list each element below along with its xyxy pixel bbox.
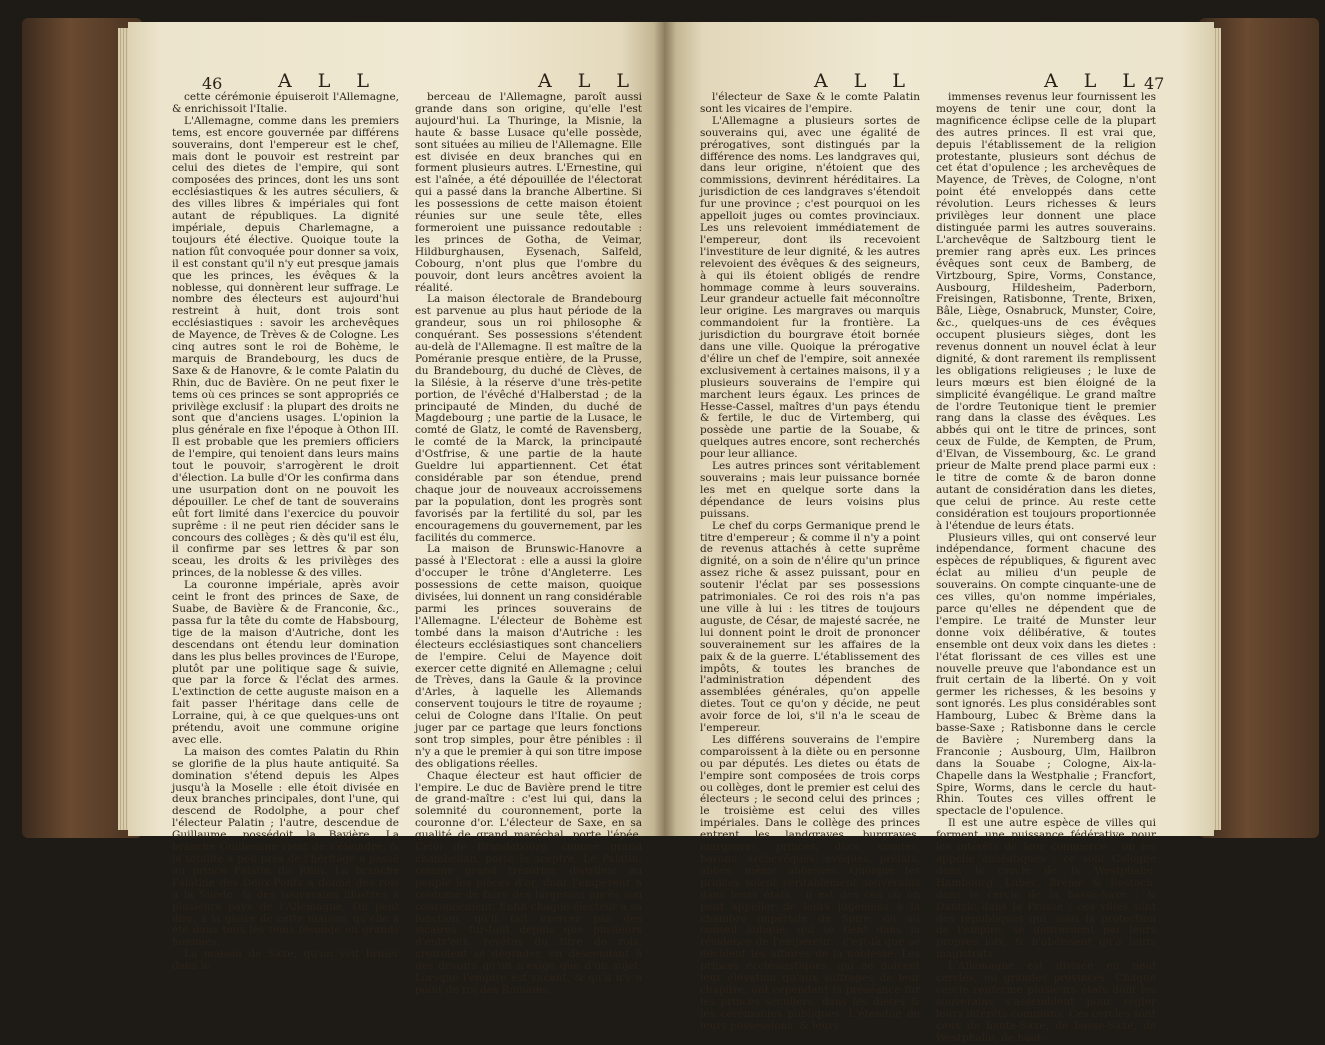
text-columns	[700, 91, 1156, 1044]
running-header-right: A L L	[538, 70, 640, 92]
text-columns	[172, 91, 642, 996]
column-2	[415, 91, 642, 996]
paragraph: L'Allemagne a plusieurs sortes de souverains qui, avec une égalité de prérogatives, sont distingués par la différence des noms. Les landgraves qui, dans leur origine, n'étoient que des commissions, devinrent héréditaires. La jurisdiction de ces landgraves s'étendoit fur une province ; c'est pourquoi on les appelloit juges ou comtes provinciaux. Les uns relevoient immédiatement de l'empereur, dont ils recevoient l'investiture de leur dignité, & les autres relevoient des évêques & des seigneurs, à qui ils étoient obligés de rendre hommage comme à leurs souverains. Leur grandeur actuelle fait méconnoître leur origine. Les margraves ou marquis commandoient fur la frontière. La jurisdiction du bourgrave étoit bornée dans une ville. Quoique la prérogative d'élire un chef de l'empire, soit annexée exclusivement à certaines maisons, il y a plusieurs souverains de l'empire qui marchent leurs égaux. Les princes de Hesse-Cassel, maîtres d'un pays étendu & fertile, le duc de Virtemberg, qui possède une partie de la Souabe, & quelques autres encore, sont recherchés pour leur alliance.	[700, 114, 920, 461]
column-1	[172, 91, 399, 973]
paragraph: Le chef du corps Germanique prend le titre d'empereur ; & comme il n'y a point de revenus attachés à cette suprême dignité, on a soin de n'élire qu'un prince assez riche & assez puissant, pour en soutenir l'éclat par ses possessions patrimoniales. Ce roi des rois n'a pas une ville à lui : les titres de toujours auguste, de César, de majesté sacrée, ne lui donnent point le droit de prononcer souverainement sur les affaires de la paix & de la guerre. L'établissement des impôts, & toutes les branches de l'administration dépendent des assemblées générales, qu'on appelle dietes. Tout ce qu'on y décide, ne peut avoir force de loi, s'il n'a le sceau de l'empereur.	[700, 519, 920, 735]
column-2	[936, 91, 1156, 1044]
running-header-left: A L L	[278, 70, 380, 92]
paragraph: La maison de Saxe, qu'on voit briller dans le	[172, 948, 399, 973]
paragraph: La maison des comtes Palatin du Rhin se glorifie de la plus haute antiquité. Sa domination s'étend depuis les Alpes jusqu'à la Moselle : elle étoit divisée en deux branches principales, dont l'une, qui descend de Rodolphe, a pour chef l'électeur Palatin ; l'autre, descendue de Guillaume, possédoit la Bavière. La branche Guillemine vient de s'éteindre, & la totalité a peu près de l'héritage a passé au prince Palatin du Rhin. La branche Palatine des Deux-Ponts a donné des rois à la Suède, & des souverains illustres à plusieurs pays de l'Allemagne. On peut dire, à la gloire de cette maison, qu'elle a été dans tous les tems féconde en grands hommes.	[172, 745, 399, 949]
right-page	[664, 22, 1214, 1044]
paragraph: berceau de l'Allemagne, paroît aussi grande dans son origine, qu'elle l'est aujourd'hui. La Thuringe, la Misnie, la haute & basse Lusace qu'elle possède, sont situées au milieu de l'Allemagne. Elle est divisée en deux branches qui en forment plusieurs autres. L'Ernestine, qui est l'aînée, a été dépouillée de l'électorat qui a passé dans la branche Albertine. Si les possessions de cette maison étoient réunies sur une seule tête, elles formeroient une puissance redoutable : les princes de Gotha, de Veimar, Hildburghausen, Eysenach, Salfeld, Cobourg, n'ont plus que l'ombre du pouvoir, dont leurs ancêtres avoient la réalité.	[415, 91, 642, 294]
paragraph: cette cérémonie épuiseroit l'Allemagne, & enrichissoit l'Italie.	[172, 91, 399, 115]
paragraph: L'Allemagne est divisée en neuf cercles, ou grandes provinces. Chaque cercle renferme plusieurs états dont les souverains s'assemblent pour régler leurs intérêts communs. Ces cercles sont ceux de haute-Saxe, de basse-Saxe, de Westphalie, de haut-	[936, 960, 1156, 1044]
paragraph: L'Allemagne, comme dans les premiers tems, est encore gouvernée par différens souverains, dont l'empereur est le chef, mais dont le pouvoir est restreint par celui des dietes de l'empire, qui sont composées des princes, dont les uns sont ecclésiastiques & les autres séculiers, & des villes libres & impériales qui font autant de républiques. La dignité impériale, depuis Charlemagne, a toujours été élective. Quoique toute la nation fût convoquée pour donner sa voix, il est constant qu'il n'y eut presque jamais que les princes, les évêques & la noblesse, qui donnèrent leur suffrage. Le nombre des électeurs est aujourd'hui restreint à huit, dont trois sont ecclésiastiques : savoir les archevêques de Mayence, de Trèves & de Cologne. Les cinq autres sont le roi de Bohème, le marquis de Brandebourg, les ducs de Saxe & de Hanovre, & le comte Palatin du Rhin, duc de Bavière. On ne peut fixer le tems où ces princes se sont appropriés ce privilège exclusif : la plupart des droits ne sont que d'anciens usages. L'opinion la plus générale en fixe l'époque à Othon III. Il est probable que les premiers officiers de l'empire, qui tenoient dans leurs mains tout le pouvoir, s'arrogèrent le droit d'élection. La bulle d'Or les confirma dans une usurpation dont on ne pouvoit les dépouiller. Le chef de tant de souverains eût fort limité dans l'exercice du pouvoir suprême : il ne peut rien décider sans le concours des collèges ; & dès qu'il est élu, il confirme par ses lettres & par son sceau, les droits & les privilèges des princes, de la noblesse & des villes.	[172, 114, 399, 580]
paragraph: La maison électorale de Brandebourg est parvenue au plus haut période de la grandeur, sous un roi philosophe & conquérant. Ses possessions s'étendent au-delà de l'Allemagne. Il est maître de la Poméranie presque entière, de la Prusse, du Brandebourg, du duché de Clèves, de la Silésie, à la réserve d'une très-petite portion, de l'évêché d'Halberstad ; de la principauté de Minden, du duché de Magdebourg ; une partie de la Lusace, le comté de Glatz, le comté de Ravensberg, le comté de la Marck, la principauté d'Ostfrise, & une partie de la haute Gueldre lui appartiennent. Cet état considérable par son étendue, prend chaque jour de nouveaux accroissemens par la population, dont les progrès sont favorisés par la fertilité du sol, par les encouragemens du gouvernement, par les facilités du commerce.	[415, 293, 642, 544]
book-gutter	[654, 22, 676, 836]
running-header-right: A L L	[1044, 70, 1146, 92]
paragraph: Les différens souverains de l'empire comparoissent à la diète ou en personne ou par députés. Les dietes ou états de l'empire sont composées de trois corps ou collèges, dont le premier est celui des électeurs ; le second celui des princes ; le troisième est celui des villes impériales. Dans le collège des princes entrent les landgraves, burgraves, margraves, princes, ducs, comtes, barons, archevêques, évêques, prélats, abbés, même abbesses. Quoique les princes soient véritablement souverains dans leurs états ; il est des cas où on peut appeller de leurs jugemens à la chambre impériale de Spire, ou au conseil aulique, qui se tient dans la résidence de l'empereur : c'est-là que se décident les affaires de la noblesse. Les princes ecclésiastiques, qui ne doivent leur élévation qu'aux suffrages de leur chapitre, ont cependant la préséance fur les princes séculiers, dans les dietes & les cérémonies publiques. L'étendue de leurs possessions, & leurs	[700, 733, 920, 1032]
paragraph: La couronne impériale, après avoir ceint le front des princes de Saxe, de Suabe, de Bavière & de Franconie, &c., passa fur la tête du comte de Habsbourg, tige de la maison d'Autriche, dont les descendans ont étendu leur domination dans les plus belles provinces de l'Europe, plutôt par une politique sage & suivie, que par la force & l'éclat des armes. L'extinction de cette auguste maison en a fait passer l'héritage dans celle de Lorraine, qui, à ce que quelques-uns ont prétendu, avoit une commune origine avec elle.	[172, 579, 399, 746]
page-number: 47	[1144, 74, 1165, 93]
paragraph: Chaque électeur est haut officier de l'empire. Le duc de Bavière prend le titre de grand-maître : c'est lui qui, dans la solemnité du couronnement, porte la couronne d'or. L'électeur de Saxe, en sa qualité de grand maréchal, porte l'épée. Celui de Brandebourg, comme grand chambellan, porte le sceptre. Le Palatin, comme grand trésorier, distribue au peuple les pièces d'or, dont l'empereur a coutume de faire des largesses après son couronnement. Enfin chaque électeur a sa fonction, qu'il fait exercer par des vicaires, fur-tout depuis que plusieurs d'entr'eux, revêtus du titre de rois, croiroient se dégrader, en descendant à des devoirs qu'on n'exige que d'un sujet. Lorsque l'empire est vacant, & qu'il n'y a point de roi des Romains,	[415, 769, 642, 996]
column-1	[700, 91, 920, 1032]
left-page	[128, 22, 664, 996]
paragraph: Les autres princes sont véritablement souverains ; mais leur puissance bornée les met en quelque sorte dans la dépendance de leurs voisins plus puissans.	[700, 460, 920, 520]
paragraph: Il est une autre espèce de villes qui forment une puissance fédérative pour les intérêts de leur commerce : on les appelle anséatiques : ce sont Cologne dans le cercle de la Westphalie, Hambourg, Lubec, Brème & Rostoch, dans le cercle de la basse-Saxe ; & Dantzic dans la Prusse : ces villes sont des républiques qui, sous la protection de l'empire, se gouvernent par leurs propres loix, & n'obéissent qu'à leurs magistrats.	[936, 817, 1156, 961]
paragraph: Plusieurs villes, qui ont conservé leur indépendance, forment chacune des espèces de républiques, & figurent avec éclat au milieu d'un peuple de souverains. On compte cinquante-une de ces villes, qu'on nomme impériales, parce qu'elles ne dépendent que de l'empire. Le traité de Munster leur donne voix délibérative, & toutes ensemble ont deux voix dans les dietes : l'état florissant de ces villes est une nouvelle preuve que l'abondance est un fruit certain de la liberté. On y voit germer les richesses, & les besoins y sont ignorés. Les plus considérables sont Hambourg, Lubec & Brème dans la basse-Saxe ; Ratisbonne dans le cercle de Bavière ; Nuremberg dans la Franconie ; Ausbourg, Ulm, Hailbron dans la Souabe ; Cologne, Aix-la-Chapelle dans la Westphalie ; Francfort, Spire, Worms, dans le cercle du haut-Rhin. Toutes ces villes offrent le spectacle de l'opulence.	[936, 531, 1156, 818]
paragraph: immenses revenus leur fournissent les moyens de tenir une cour, dont la magnificence éclipse celle de la plupart des autres princes. Il est vrai que, depuis l'établissement de la religion protestante, plusieurs sont déchus de cet état d'opulence ; les archevêques de Mayence, de Trèves, de Cologne, n'ont point été enveloppés dans cette révolution. Leurs richesses & leurs privilèges leur donnent une place distinguée parmi les autres souverains. L'archevêque de Saltzbourg tient le premier rang après eux. Les princes évêques sont ceux de Bamberg, de Virtzbourg, Spire, Vorms, Constance, Ausbourg, Hildesheim, Paderborn, Freisingen, Ratisbonne, Trente, Brixen, Bâle, Liège, Osnabruck, Munster, Coire, &c., quelques-uns de ces évêques occupent plusieurs sièges, dont les revenus donnent un nouvel éclat à leur dignité, & dont rarement ils remplissent les obligations religieuses ; le luxe de leurs mœurs est bien éloigné de la simplicité évangélique. Le grand maître de l'ordre Teutonique tient le premier rang dans la classe des évêques. Les abbés qui ont le titre de princes, sont ceux de Fulde, de Kempten, de Prum, d'Elvan, de Vissembourg, &c. Le grand prieur de Malte prend place parmi eux : le titre de comte & de baron donne autant de considération dans les dietes, que celui de prince. Au reste cette considération est toujours proportionnée à l'étendue de leurs états.	[936, 91, 1156, 532]
paragraph: La maison de Brunswic-Hanovre a passé à l'Electorat : elle a aussi la gloire d'occuper le trône d'Angleterre. Les possessions de cette maison, quoique divisées, lui donnent un rang considérable parmi les princes souverains de l'Allemagne. L'électeur de Bohème est tombé dans la maison d'Autriche : les électeurs ecclésiastiques sont chanceliers de l'empire. Celui de Mayence doit exercer cette dignité en Allemagne ; celui de Trèves, dans la Gaule & la province d'Arles, à laquelle les Allemands conservent toujours le titre de royaume ; celui de Cologne dans l'Italie. On peut juger par ce partage que leurs fonctions sont trop simples, pour être pénibles : il n'y a que le premier à qui son titre impose des obligations réelles.	[415, 543, 642, 770]
running-header-left: A L L	[814, 70, 916, 92]
paragraph: l'électeur de Saxe & le comte Palatin sont les vicaires de l'empire.	[700, 91, 920, 115]
page-number: 46	[202, 74, 223, 93]
